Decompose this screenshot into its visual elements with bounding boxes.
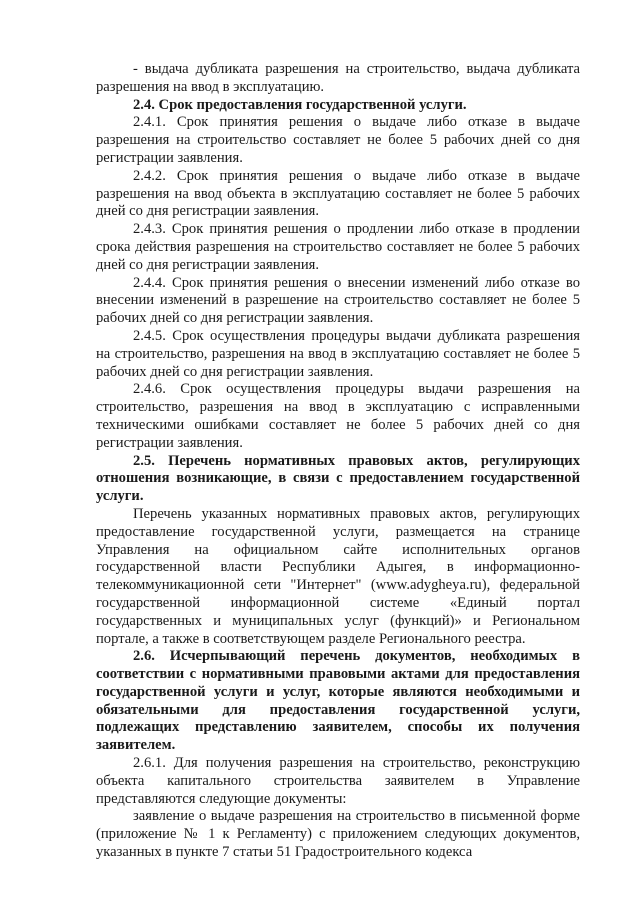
document-page — [96, 61, 580, 862]
heading-2-6: 2.6. Исчерпывающий перечень документов, необходимых в соответствии с нормативными правовыми актами для предоставления государственной услуги и услуг, которые являются необходимыми и обязательными для предоставления государственной услуги, подлежащих представлению заявителем, способы их получения заявителем. — [96, 648, 580, 754]
heading-2-5: 2.5. Перечень нормативных правовых актов, регулирующих отношения возникающие, в связи с предоставлением государственной услуги. — [96, 452, 580, 505]
paragraph-2-4-4: 2.4.4. Срок принятия решения о внесении изменений либо отказе во внесении изменений в разрешение на строительство составляет не более 5 рабочих дней со дня регистрации заявления. — [96, 274, 580, 327]
paragraph-application: заявление о выдаче разрешения на строительство в письменной форме (приложение № 1 к Регламенту) с приложением следующих документов, указанных в пункте 7 статьи 51 Градостроительного кодекса — [96, 808, 580, 861]
paragraph-2-4-5: 2.4.5. Срок осуществления процедуры выдачи дубликата разрешения на строительство, разрешения на ввод в эксплуатацию составляет не более 5 рабочих дней со дня регистрации заявления. — [96, 327, 580, 380]
paragraph-duplicate-issuance: - выдача дубликата разрешения на строительство, выдача дубликата разрешения на ввод в эксплуатацию. — [96, 61, 580, 95]
paragraph-legal-acts-list: Перечень указанных нормативных правовых актов, регулирующих предоставление государственной услуги, размещается на странице Управления на официальном сайте исполнительных органов государственной власти Республики Адыгея, в информационно-телекоммуникационной сети "Интернет" (www.adygheya.ru), федеральной государственной информационной системе «Единый портал государственных и муниципальных услуг (функций)» и Региональном портале, а также в соответствующем разделе Регионального реестра. — [96, 505, 580, 647]
paragraph-2-4-1: 2.4.1. Срок принятия решения о выдаче либо отказе в выдаче разрешения на строительство составляет не более 5 рабочих дней со дня регистрации заявления. — [96, 114, 580, 166]
heading-2-4: 2.4. Срок предоставления государственной услуги. — [133, 96, 467, 113]
paragraph-2-4-3: 2.4.3. Срок принятия решения о продлении либо отказе в продлении срока действия разрешения на строительство составляет не более 5 рабочих дней со дня регистрации заявления. — [96, 221, 580, 273]
paragraph-2-4-2: 2.4.2. Срок принятия решения о выдаче либо отказе в выдаче разрешения на ввод объекта в эксплуатацию составляет не более 5 рабочих дней со дня регистрации заявления. — [96, 167, 580, 220]
paragraph-2-4-6: 2.4.6. Срок осуществления процедуры выдачи разрешения на строительство, разрешения на ввод в эксплуатацию с исправленными техническими ошибками составляет не более 5 рабочих дней со дня регистрации заявления. — [96, 381, 580, 451]
paragraph-2-6-1: 2.6.1. Для получения разрешения на строительство, реконструкцию объекта капитального строительства заявителем в Управление представляются следующие документы: — [96, 755, 580, 807]
